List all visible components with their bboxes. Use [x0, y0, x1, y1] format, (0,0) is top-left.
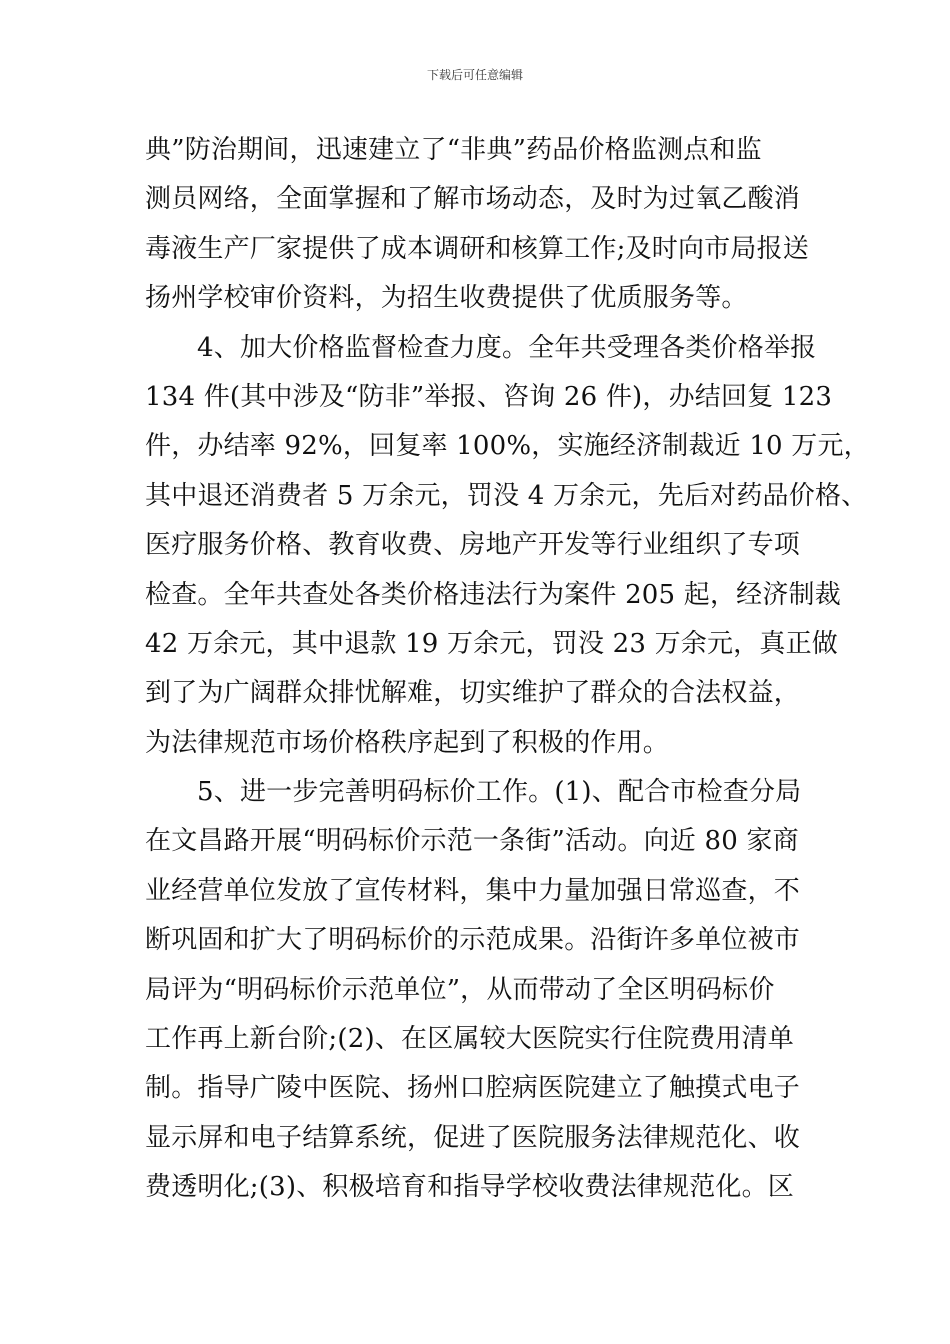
- text-line: 其中退还消费者 5 万余元，罚没 4 万余元，先后对药品价格、: [145, 480, 868, 511]
- text-line: 制。指导广陵中医院、扬州口腔病医院建立了触摸式电子: [145, 1073, 801, 1104]
- text-line: 检查。全年共查处各类价格违法行为案件 205 起，经济制裁: [145, 579, 841, 610]
- text-line: 局评为“明码标价示范单位”，从而带动了全区明码标价: [145, 974, 775, 1005]
- text-line: 显示屏和电子结算系统，促进了医院服务法律规范化、收: [145, 1122, 801, 1153]
- text-line: 42 万余元，其中退款 19 万余元，罚没 23 万余元，真正做: [145, 628, 838, 659]
- text-line: 在文昌路开展“明码标价示范一条街”活动。向近 80 家商: [145, 826, 799, 857]
- text-line: 为法律规范市场价格秩序起到了积极的作用。: [145, 727, 670, 758]
- document-body: [145, 126, 870, 1213]
- page-header: 下载后可任意编辑: [426, 68, 523, 82]
- text-line: 毒液生产厂家提供了成本调研和核算工作;及时向市局报送: [145, 233, 809, 264]
- text-line: 医疗服务价格、教育收费、房地产开发等行业组织了专项: [145, 530, 801, 561]
- text-line: 费透明化;(3)、积极培育和指导学校收费法律规范化。区: [145, 1172, 794, 1203]
- paragraph-start-line: 5、进一步完善明码标价工作。(1)、配合市检查分局: [197, 777, 802, 808]
- text-line: 件，办结率 92%，回复率 100%，实施经济制裁近 10 万元，: [145, 431, 870, 462]
- text-line: 到了为广阔群众排忧解难，切实维护了群众的合法权益，: [145, 678, 801, 709]
- text-line: 工作再上新台阶;(2)、在区属较大医院实行住院费用清单: [145, 1024, 794, 1055]
- paragraph-start-line: 4、加大价格监督检查力度。全年共受理各类价格举报: [197, 332, 817, 363]
- text-line: 扬州学校审价资料，为招生收费提供了优质服务等。: [145, 283, 748, 314]
- text-line: 测员网络，全面掌握和了解市场动态，及时为过氧乙酸消: [145, 184, 801, 215]
- text-line: 业经营单位发放了宣传材料，集中力量加强日常巡查，不: [145, 875, 801, 906]
- text-line: 断巩固和扩大了明码标价的示范成果。沿街许多单位被市: [145, 925, 801, 956]
- text-line: 134 件(其中涉及“防非”举报、咨询 26 件)，办结回复 123: [145, 381, 833, 412]
- text-line: 典”防治期间，迅速建立了“非典”药品价格监测点和监: [145, 135, 762, 165]
